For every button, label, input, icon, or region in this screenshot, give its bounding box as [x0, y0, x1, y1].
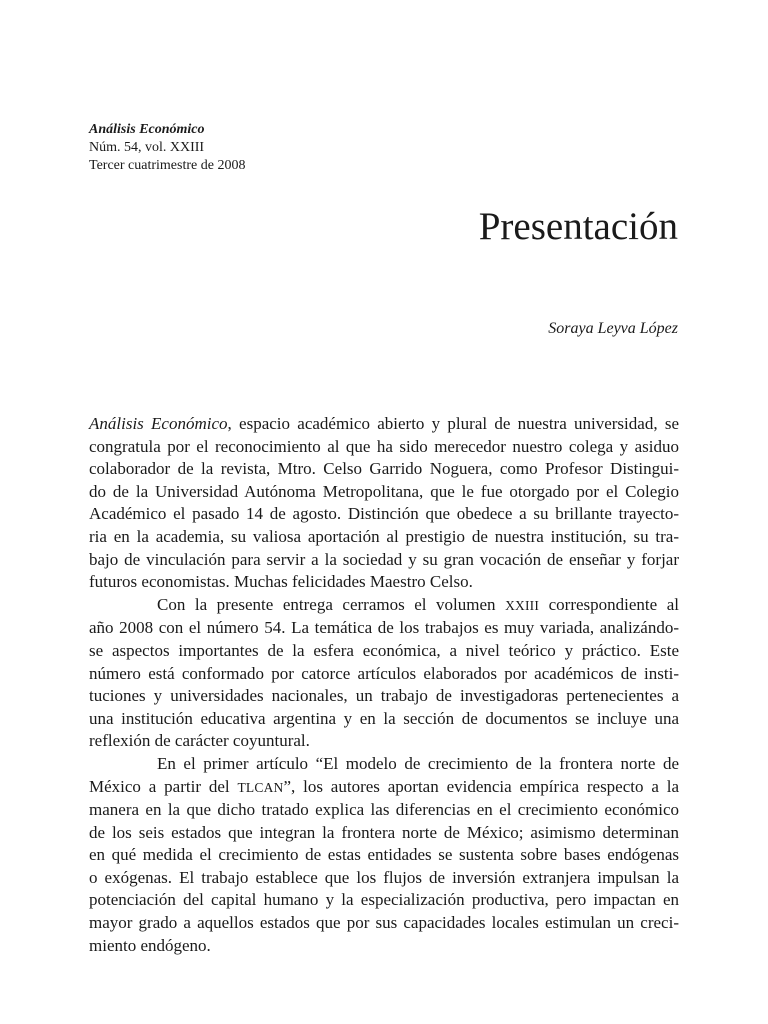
page-title: Presentación [478, 205, 678, 248]
paragraph-line: se aspectos importantes de la esfera económica, a nivel teórico y práctico. Este [89, 640, 679, 660]
journal-period: Tercer cuatrimestre de 2008 [89, 158, 246, 173]
paragraph-line: En el primer artículo “El modelo de crecimiento de la frontera norte de [157, 753, 679, 773]
paragraph-line: Análisis Económico, espacio académico abierto y plural de nuestra universidad, se [89, 414, 679, 433]
paragraph-line: tuciones y universidades nacionales, un trabajo de investigadoras pertenecientes a [89, 686, 679, 706]
paragraph-line: una institución educativa argentina y en la sección de documentos se incluye una [89, 708, 679, 728]
paragraph-line: número está conformado por catorce artículos elaborados por académicos de insti- [89, 663, 679, 683]
paragraph-line: congratula por el reconocimiento al que ha sido merecedor nuestro colega y asiduo [89, 436, 679, 456]
article-body [89, 413, 679, 957]
paragraph-line: manera en la que dicho tratado explica las diferencias en el crecimiento económico [89, 800, 679, 820]
author-name: Soraya Leyva López [548, 320, 678, 337]
paragraph-line: Con la presente entrega cerramos el volumen XXIII correspondiente al [157, 594, 679, 614]
paragraph-line: bajo de vinculación para servir a la sociedad y su gran vocación de enseñar y forjar [89, 549, 679, 569]
paragraph-line: en qué medida el crecimiento de estas entidades se sustenta sobre bases endógenas [89, 845, 679, 865]
paragraph-line: potenciación del capital humano y la especialización productiva, pero impactan en [89, 890, 679, 910]
paragraph-line: reflexión de carácter coyuntural. [89, 731, 310, 751]
paragraph-line: do de la Universidad Autónoma Metropolitana, que le fue otorgado por el Colegio [89, 481, 679, 501]
paragraph-line: miento endógeno. [89, 935, 211, 955]
paragraph-line: mayor grado a aquellos estados que por sus capacidades locales estimulan un creci- [89, 913, 679, 933]
paragraph-line: año 2008 con el número 54. La temática de los trabajos es muy variada, analizándo- [89, 618, 679, 638]
paragraph-line: futuros economistas. Muchas felicidades Maestro Celso. [89, 572, 473, 592]
paragraph-line: colaborador de la revista, Mtro. Celso Garrido Noguera, como Profesor Distingui- [89, 459, 679, 479]
journal-name: Análisis Económico [89, 122, 205, 137]
paragraph-line: o exógenas. El trabajo establece que los flujos de inversión extranjera impulsan la [89, 867, 679, 887]
paragraph-line: Académico el pasado 14 de agosto. Distinción que obedece a su brillante trayecto- [89, 504, 679, 524]
paragraph-line: México a partir del TLCAN”, los autores aportan evidencia empírica respecto a la [89, 776, 680, 796]
paragraph-line: ria en la academia, su valiosa aportación al prestigio de nuestra institución, su tra- [89, 526, 679, 546]
journal-name-inline: Análisis Económico [89, 414, 228, 433]
journal-header [89, 121, 245, 175]
paragraph-line: de los seis estados que integran la frontera norte de México; asimismo determinan [89, 822, 679, 842]
journal-issue: Núm. 54, vol. XXIII [89, 140, 205, 155]
